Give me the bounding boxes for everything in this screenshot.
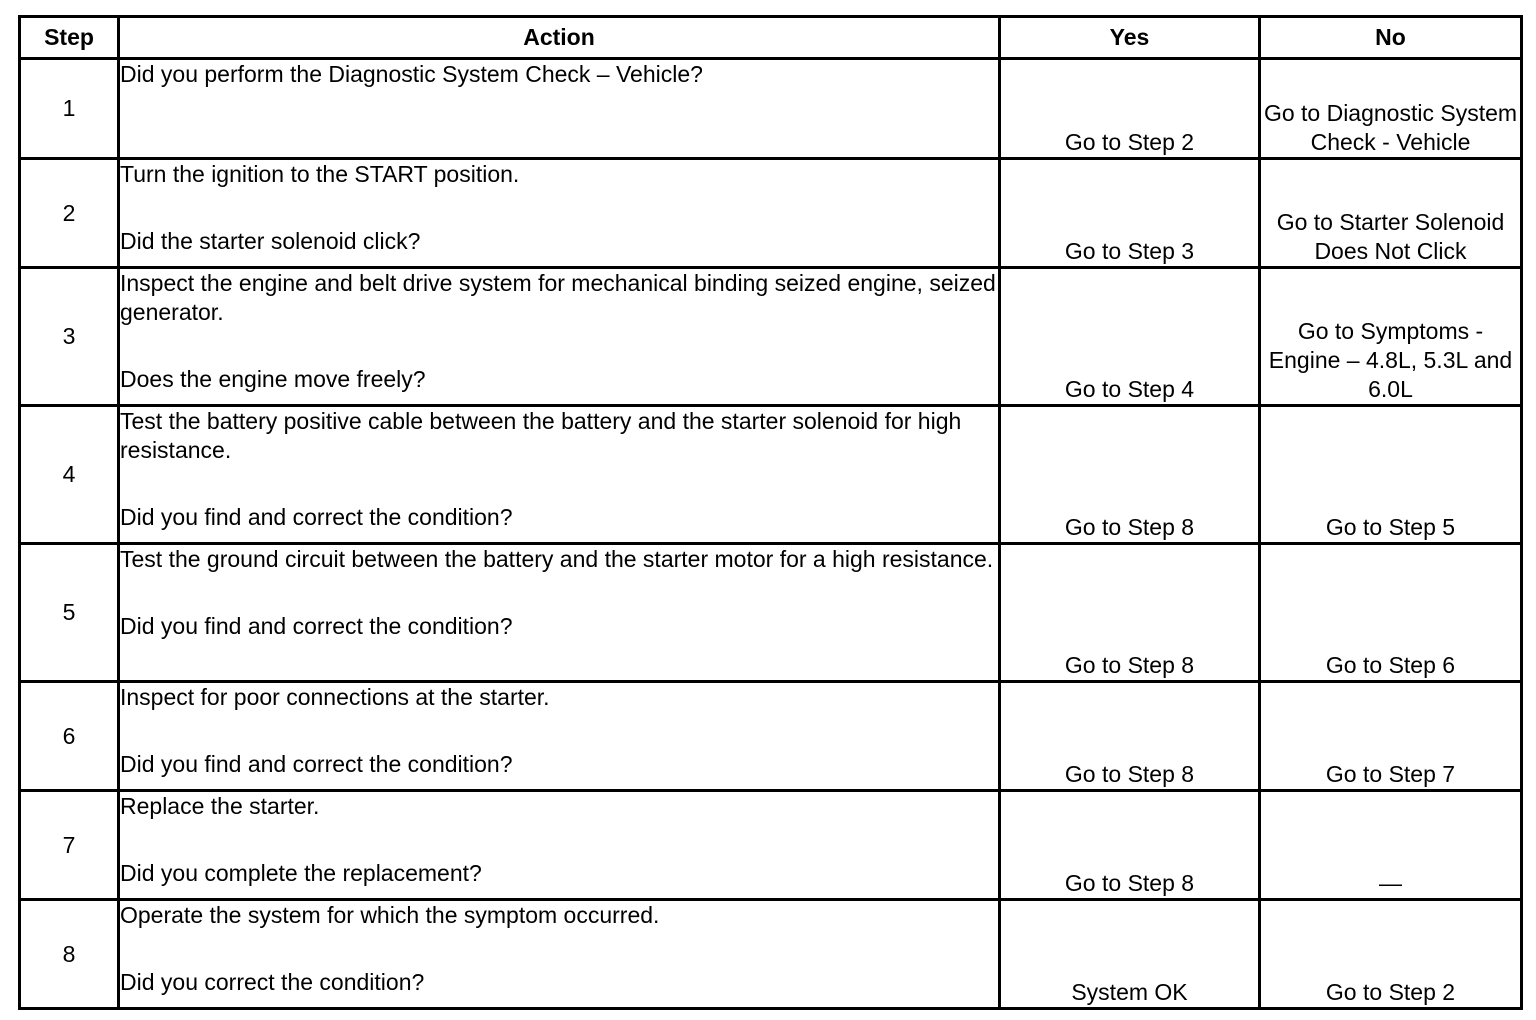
action-instruction: Turn the ignition to the START position. (120, 161, 520, 187)
step-number: 7 (21, 792, 120, 901)
yes-cell: Go to Step 4 (1001, 269, 1261, 407)
action-cell (120, 407, 1001, 545)
no-cell: Go to Step 7 (1261, 683, 1523, 792)
action-instruction: Operate the system for which the symptom occurred. (120, 902, 660, 928)
yes-cell: Go to Step 8 (1001, 545, 1261, 683)
no-cell: — (1261, 792, 1523, 901)
no-cell: Go to Step 5 (1261, 407, 1523, 545)
step-number: 3 (21, 269, 120, 407)
header-no: No (1261, 18, 1523, 60)
action-cell (120, 901, 1001, 1010)
diagnostic-table (18, 15, 1523, 1010)
action-cell (120, 60, 1001, 160)
table-row (21, 545, 1523, 683)
action-cell (120, 269, 1001, 407)
table-row (21, 269, 1523, 407)
table-row (21, 683, 1523, 792)
step-number: 2 (21, 160, 120, 269)
action-question: Did the starter solenoid click? (120, 228, 421, 254)
step-number: 1 (21, 60, 120, 160)
action-cell (120, 160, 1001, 269)
yes-cell: System OK (1001, 901, 1261, 1010)
table-row (21, 792, 1523, 901)
action-cell (120, 683, 1001, 792)
no-cell: Go to Step 2 (1261, 901, 1523, 1010)
action-question: Does the engine move freely? (120, 366, 426, 392)
action-question: Did you complete the replacement? (120, 860, 482, 886)
yes-cell: Go to Step 3 (1001, 160, 1261, 269)
action-instruction: Test the ground circuit between the battery and the starter motor for a high resistance. (120, 546, 994, 572)
action-question: Did you find and correct the condition? (120, 504, 513, 530)
step-number: 4 (21, 407, 120, 545)
yes-cell: Go to Step 2 (1001, 60, 1261, 160)
action-cell (120, 792, 1001, 901)
no-cell: Go to Diagnostic System Check - Vehicle (1261, 60, 1523, 160)
action-instruction: Inspect the engine and belt drive system for mechanical binding seized engine, seized generator. (120, 270, 996, 325)
no-cell: Go to Symptoms - Engine – 4.8L, 5.3L and 6.0L (1261, 269, 1523, 407)
header-action: Action (120, 18, 1001, 60)
action-question: Did you perform the Diagnostic System Check – Vehicle? (120, 61, 703, 87)
step-number: 8 (21, 901, 120, 1010)
yes-cell: Go to Step 8 (1001, 683, 1261, 792)
table-row (21, 901, 1523, 1010)
table-row (21, 160, 1523, 269)
header-step: Step (21, 18, 120, 60)
yes-cell: Go to Step 8 (1001, 792, 1261, 901)
yes-cell: Go to Step 8 (1001, 407, 1261, 545)
action-cell (120, 545, 1001, 683)
table-row (21, 60, 1523, 160)
action-question: Did you find and correct the condition? (120, 613, 513, 639)
header-row (21, 18, 1523, 60)
no-cell: Go to Starter Solenoid Does Not Click (1261, 160, 1523, 269)
action-question: Did you correct the condition? (120, 969, 425, 995)
action-instruction: Inspect for poor connections at the starter. (120, 684, 550, 710)
header-yes: Yes (1001, 18, 1261, 60)
action-question: Did you find and correct the condition? (120, 751, 513, 777)
step-number: 5 (21, 545, 120, 683)
no-cell: Go to Step 6 (1261, 545, 1523, 683)
action-instruction: Replace the starter. (120, 793, 320, 819)
table-row (21, 407, 1523, 545)
step-number: 6 (21, 683, 120, 792)
action-instruction: Test the battery positive cable between the battery and the starter solenoid for high resistance. (120, 408, 962, 463)
